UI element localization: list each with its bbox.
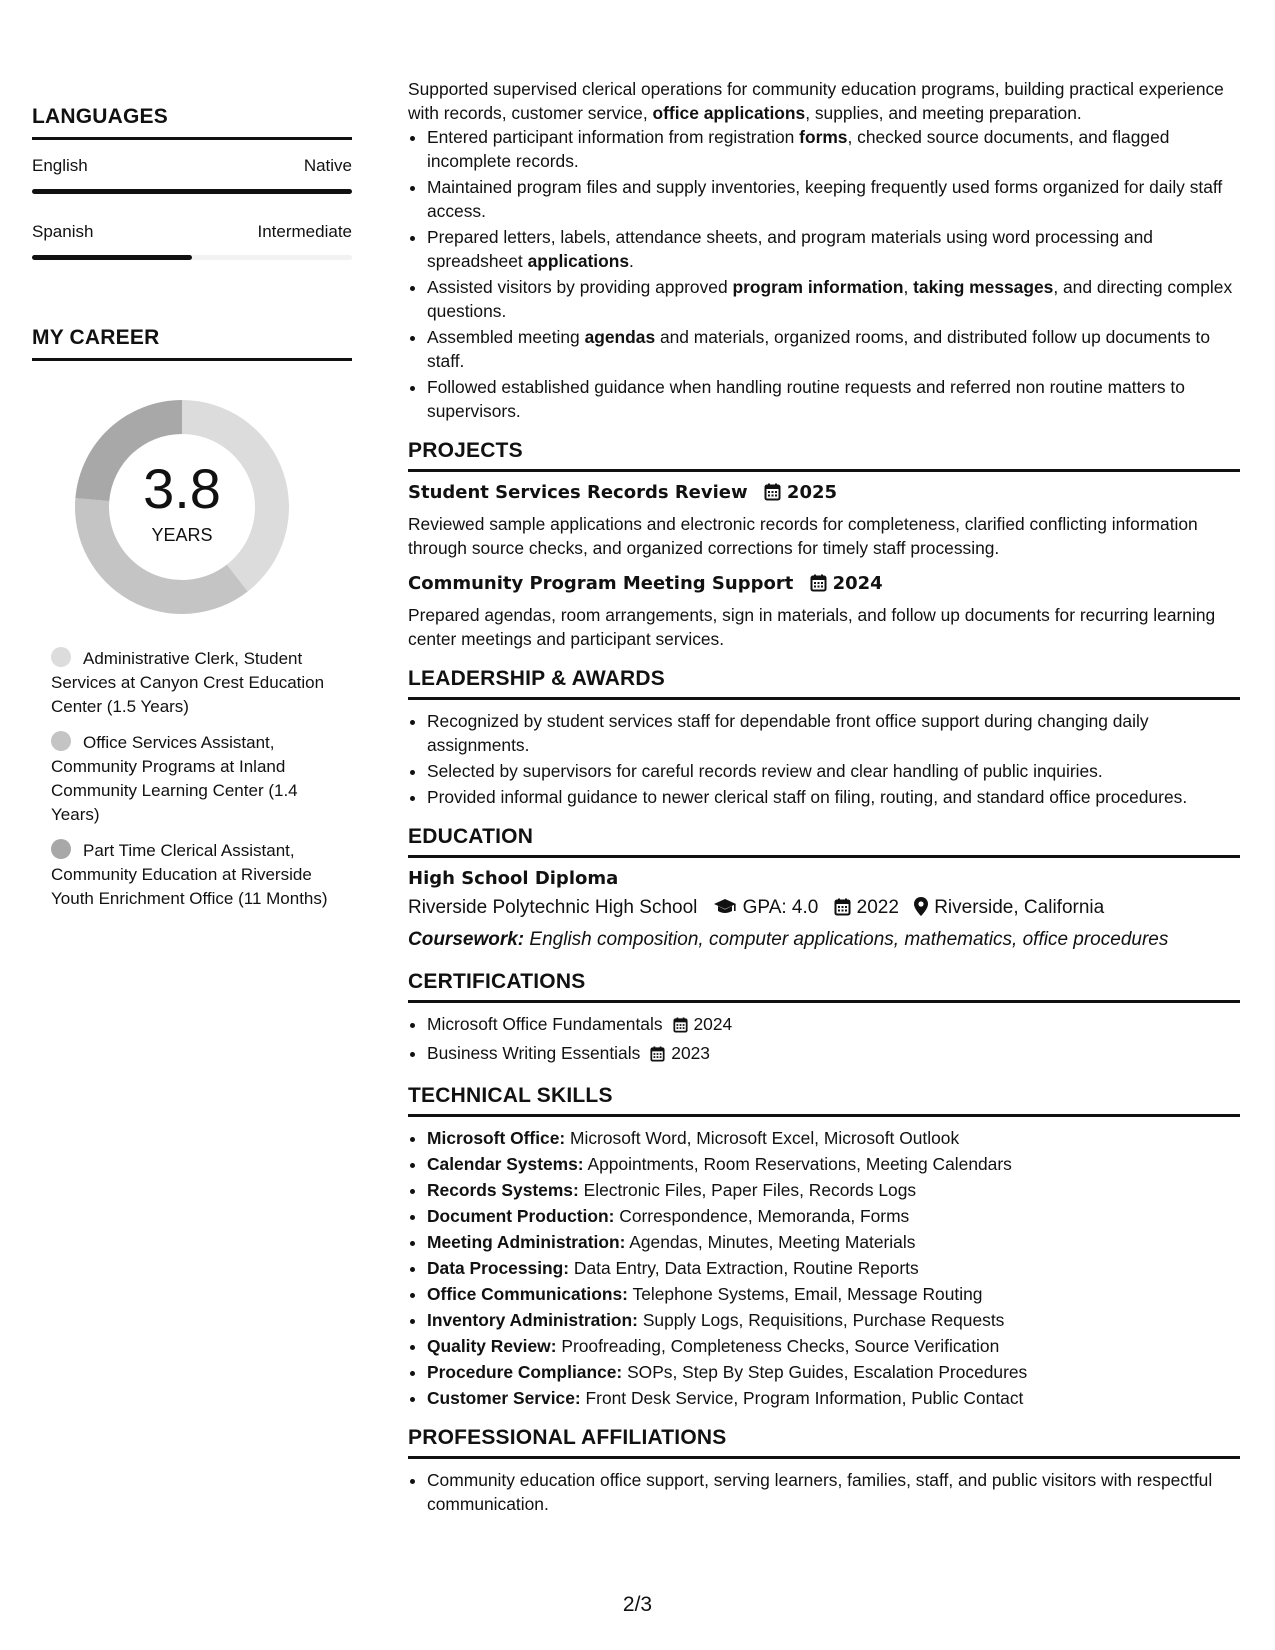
skill-label: Meeting Administration: (427, 1232, 626, 1252)
skill-value: Microsoft Word, Microsoft Excel, Microsoft Outlook (570, 1128, 960, 1148)
summary-text: , supplies, and meeting preparation. (805, 103, 1082, 123)
career-legend-label: Office Services Assistant, Community Programs at Inland Community Learning Center (1.4 Years) (51, 733, 298, 824)
career-legend-label: Administrative Clerk, Student Services at Canyon Crest Education Center (1.5 Years) (51, 649, 325, 716)
projects-heading: PROJECTS (408, 439, 1240, 472)
affiliations-section (408, 1426, 1240, 1516)
education-details (408, 893, 1240, 926)
career-donut-chart (62, 387, 302, 627)
certification-item (427, 1012, 1240, 1039)
main-content (408, 77, 1240, 1518)
skill-item (427, 1230, 1240, 1254)
skill-value: SOPs, Step By Step Guides, Escalation Procedures (627, 1362, 1028, 1382)
experience-bullet: • Assembled meeting agendas and materials, organized rooms, and distributed follow up documents to staff. (427, 325, 1240, 373)
leadership-item: • Recognized by student services staff for dependable front office support during changing daily assignments. (427, 709, 1240, 757)
sidebar (32, 105, 352, 923)
career-legend-label: Part Time Clerical Assistant, Community Education at Riverside Youth Enrichment Office (11 Months) (51, 841, 328, 908)
calendar-icon (650, 1044, 665, 1068)
skill-item (427, 1360, 1240, 1384)
career-section (32, 326, 352, 911)
legend-dot-icon (51, 647, 71, 667)
skill-item (427, 1204, 1240, 1228)
coursework-text: English composition, computer applications, mathematics, office procedures (529, 929, 1169, 950)
project-description: Reviewed sample applications and electronic records for completeness, clarified conflicting information through source checks, and organized corrections for timely staff processing. (408, 514, 1198, 558)
project-title: Community Program Meeting Support (408, 573, 794, 594)
skill-label: Procedure Compliance: (427, 1362, 623, 1382)
page-number: 2/3 (622, 1593, 653, 1616)
project-description: Prepared agendas, room arrangements, sign in materials, and follow up documents for recurring learning center meetings and participant services. (408, 605, 1216, 649)
experience-bullet: • Prepared letters, labels, attendance sheets, and program materials using word processing and spreadsheet applications. (427, 225, 1240, 273)
experience-bullet: • Assisted visitors by providing approved program information, taking messages, and directing complex questions. (427, 275, 1240, 323)
skill-label: Inventory Administration: (427, 1310, 638, 1330)
summary-text: Supported supervised clerical operations for community education programs, building practical experience with records, customer service, (408, 79, 1224, 123)
skill-label: Data Processing: (427, 1258, 570, 1278)
skill-item (427, 1334, 1240, 1358)
location-pin-icon (914, 896, 928, 926)
language-name: Spanish (32, 222, 94, 241)
calendar-icon (810, 574, 827, 599)
skills-section (408, 1084, 1240, 1410)
language-level: Intermediate (257, 222, 352, 241)
languages-section (32, 105, 352, 260)
skill-item (427, 1152, 1240, 1176)
certification-year: 2024 (693, 1014, 733, 1034)
calendar-icon (764, 483, 781, 508)
graduation-cap-icon (713, 896, 737, 926)
skill-label: Quality Review: (427, 1336, 557, 1356)
affiliations-list (408, 1468, 1240, 1516)
education-year: 2022 (856, 897, 899, 918)
certifications-heading: CERTIFICATIONS (408, 970, 1240, 1003)
education-coursework (408, 926, 1240, 954)
skill-value: Appointments, Room Reservations, Meeting Calendars (587, 1154, 1012, 1174)
coursework-label: Coursework: (408, 929, 525, 950)
skill-label: Document Production: (427, 1206, 615, 1226)
education-school: Riverside Polytechnic High School (408, 897, 698, 918)
career-legend (32, 647, 341, 911)
legend-dot-icon (51, 839, 71, 859)
experience-summary (408, 77, 1240, 125)
career-legend-item (51, 731, 341, 827)
language-proficiency-fill (32, 255, 192, 260)
skill-value: Proofreading, Completeness Checks, Source Verification (561, 1336, 1000, 1356)
affiliation-item: • Community education office support, serving learners, families, staff, and public visitors with respectful communication. (427, 1468, 1240, 1516)
project-year: 2024 (832, 573, 883, 594)
experience-bullets (408, 125, 1240, 423)
certification-year: 2023 (671, 1043, 710, 1063)
leadership-heading: LEADERSHIP & AWARDS (408, 667, 1240, 700)
career-legend-item (51, 647, 341, 719)
skill-item (427, 1178, 1240, 1202)
certification-name: Business Writing Essentials (427, 1043, 641, 1063)
education-degree: High School Diploma (408, 868, 619, 889)
language-proficiency-bar (32, 255, 352, 260)
skill-label: Customer Service: (427, 1388, 581, 1408)
project-title: Student Services Records Review (408, 482, 748, 503)
skill-item (427, 1308, 1240, 1332)
education-location: Riverside, California (934, 897, 1105, 918)
skill-item (427, 1282, 1240, 1306)
skill-value: Agendas, Minutes, Meeting Materials (629, 1232, 916, 1252)
career-heading: MY CAREER (32, 326, 352, 361)
experience-section (408, 77, 1240, 423)
project-year: 2025 (786, 482, 838, 503)
skill-value: Electronic Files, Paper Files, Records Logs (583, 1180, 917, 1200)
summary-bold: office applications (652, 103, 806, 123)
skill-item (427, 1386, 1240, 1410)
skill-value: Correspondence, Memoranda, Forms (619, 1206, 910, 1226)
language-proficiency-bar (32, 189, 352, 194)
career-total-unit: YEARS (151, 525, 213, 545)
language-name: English (32, 156, 88, 175)
experience-bullet: • Entered participant information from registration forms, checked source documents, and flagged incomplete records. (427, 125, 1240, 173)
skill-label: Microsoft Office: (427, 1128, 566, 1148)
language-item (32, 218, 352, 260)
career-total-number: 3.8 (143, 457, 221, 520)
skill-value: Front Desk Service, Program Information, Public Contact (585, 1388, 1024, 1408)
projects-section (408, 439, 1240, 651)
calendar-icon (834, 896, 851, 926)
language-item (32, 152, 352, 194)
skill-item (427, 1126, 1240, 1150)
language-level: Native (303, 156, 352, 175)
project-item (408, 481, 1240, 560)
certification-name: Microsoft Office Fundamentals (427, 1014, 663, 1034)
education-gpa: GPA: 4.0 (742, 897, 819, 918)
leadership-section (408, 667, 1240, 809)
skill-label: Office Communications: (427, 1284, 628, 1304)
legend-dot-icon (51, 731, 71, 751)
affiliations-heading: PROFESSIONAL AFFILIATIONS (408, 1426, 1240, 1459)
skill-label: Calendar Systems: (427, 1154, 584, 1174)
skills-list (408, 1126, 1240, 1410)
education-heading: EDUCATION (408, 825, 1240, 858)
education-section (408, 825, 1240, 954)
skill-value: Data Entry, Data Extraction, Routine Reports (573, 1258, 919, 1278)
skill-value: Telephone Systems, Email, Message Routing (632, 1284, 983, 1304)
skill-value: Supply Logs, Requisitions, Purchase Requests (642, 1310, 1005, 1330)
languages-heading: LANGUAGES (32, 105, 352, 140)
skills-heading: TECHNICAL SKILLS (408, 1084, 1240, 1117)
calendar-icon (673, 1015, 688, 1039)
certifications-list (408, 1012, 1240, 1068)
skill-item (427, 1256, 1240, 1280)
leadership-item: • Provided informal guidance to newer clerical staff on filing, routing, and standard office procedures. (427, 785, 1240, 809)
certification-item (427, 1041, 1240, 1068)
leadership-item: • Selected by supervisors for careful records review and clear handling of public inquiries. (427, 759, 1240, 783)
experience-bullet: • Followed established guidance when handling routine requests and referred non routine matters to supervisors. (427, 375, 1240, 423)
language-proficiency-fill (32, 189, 352, 194)
career-legend-item (51, 839, 341, 911)
project-item (408, 572, 1240, 651)
experience-bullet: • Maintained program files and supply inventories, keeping frequently used forms organized for daily staff access. (427, 175, 1240, 223)
leadership-list (408, 709, 1240, 809)
skill-label: Records Systems: (427, 1180, 579, 1200)
certifications-section (408, 970, 1240, 1068)
